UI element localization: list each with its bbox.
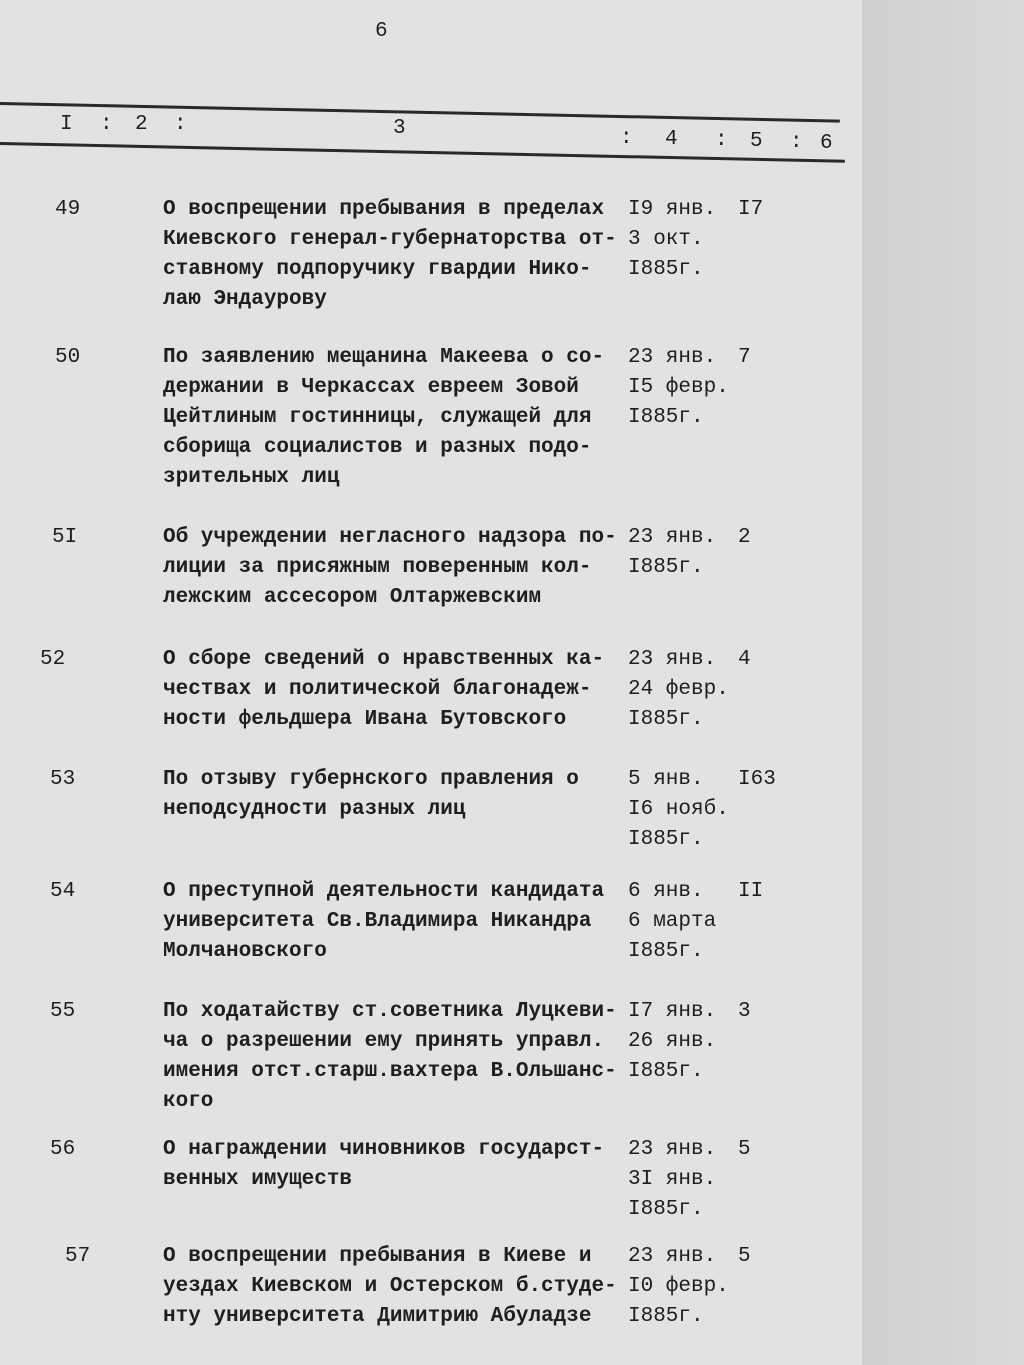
row-dates: 23 янв. 24 февр. I885г. (628, 648, 729, 731)
separator: : (715, 129, 728, 152)
row-number: 57 (65, 1245, 91, 1268)
row-number: 49 (55, 198, 81, 221)
row-number: 54 (50, 880, 76, 903)
col-4: 4 (665, 128, 678, 151)
row-number: 56 (50, 1138, 76, 1161)
separator: : (174, 113, 187, 136)
row-description: По ходатайству ст.советника Луцкеви- ча о разрешении ему принять управл. имения отст.старш.вахтера В.Ольшанс- кого (163, 1000, 617, 1113)
row-sheet-count: II (738, 880, 764, 903)
row-description: О награждении чиновников государст- венных имуществ (163, 1138, 605, 1191)
col-5: 5 (750, 130, 763, 153)
separator: : (790, 131, 803, 154)
row-description: Об учреждении негласного надзора по- лиции за присяжным поверенным кол- лежским ассесором Олтаржевским (163, 526, 617, 609)
row-dates: 5 янв. I6 нояб. I885г. (628, 768, 729, 851)
row-number: 50 (55, 346, 81, 369)
row-description: О воспрещении пребывания в Киеве и уездах Киевском и Остерском б.студе- нту университета Димитрию Абуладзе (163, 1245, 617, 1328)
row-description: О воспрещении пребывания в пределах Киевского генерал-губернаторства от- ставному подпоручику гвардии Нико- лаю Эндаурову (163, 198, 617, 311)
separator: : (620, 127, 633, 150)
row-sheet-count: 4 (738, 648, 751, 671)
row-number: 53 (50, 768, 76, 791)
row-description: По отзыву губернского правления о неподсудности разных лиц (163, 768, 579, 821)
row-dates: I7 янв. 26 янв. I885г. (628, 1000, 717, 1083)
page-number: 6 (375, 20, 388, 43)
row-dates: I9 янв. 3 окт. I885г. (628, 198, 717, 281)
col-3: 3 (393, 117, 406, 140)
row-sheet-count: 7 (738, 346, 751, 369)
row-number: 5I (52, 526, 78, 549)
row-sheet-count: 3 (738, 1000, 751, 1023)
row-dates: 23 янв. 3I янв. I885г. (628, 1138, 717, 1221)
row-sheet-count: I63 (738, 768, 776, 791)
row-dates: 23 янв. I0 февр. I885г. (628, 1245, 729, 1328)
background-page (862, 0, 1024, 1365)
row-number: 55 (50, 1000, 76, 1023)
row-description: О сборе сведений о нравственных ка- чествах и политической благонадеж- ности фельдшера Ивана Бутовского (163, 648, 605, 731)
row-dates: 23 янв. I5 февр. I885г. (628, 346, 729, 429)
row-sheet-count: 2 (738, 526, 751, 549)
row-description: О преступной деятельности кандидата университета Св.Владимира Никандра Молчановского (163, 880, 605, 963)
col-1: I (60, 113, 73, 136)
separator: : (100, 113, 113, 136)
row-sheet-count: 5 (738, 1138, 751, 1161)
row-number: 52 (40, 648, 66, 671)
row-dates: 23 янв. I885г. (628, 526, 717, 579)
row-description: По заявлению мещанина Макеева о со- держании в Черкассах евреем Зовой Цейтлиным гостинницы, служащей для сборища социалистов и разных подо- зрительных лиц (163, 346, 605, 489)
row-dates: 6 янв. 6 марта I885г. (628, 880, 717, 963)
col-2: 2 (135, 113, 148, 136)
col-6: 6 (820, 132, 833, 155)
row-sheet-count: 5 (738, 1245, 751, 1268)
row-sheet-count: I7 (738, 198, 764, 221)
